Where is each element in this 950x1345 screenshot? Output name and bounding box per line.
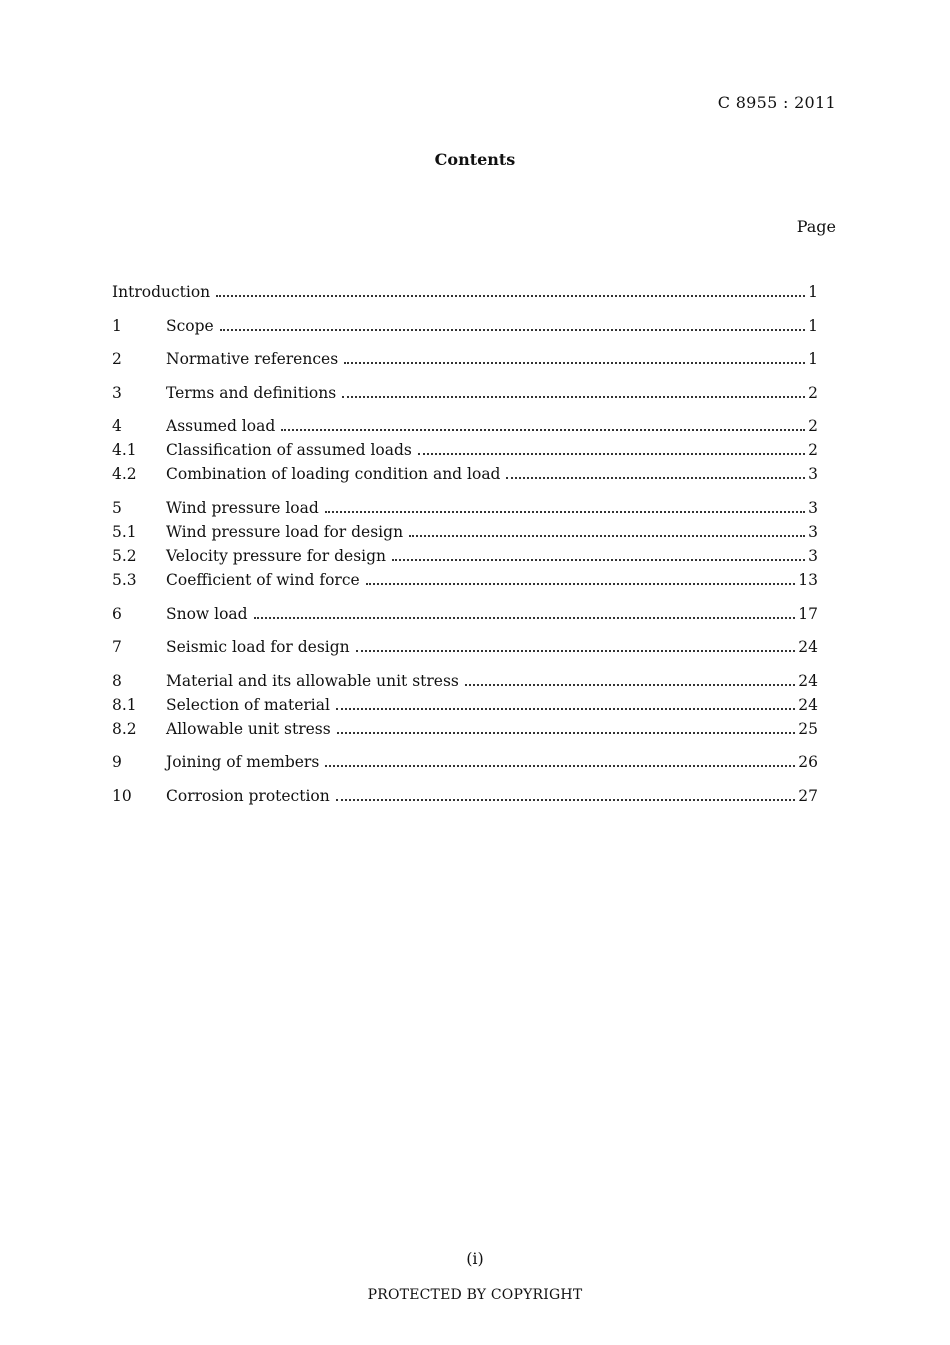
toc-entry-title: Seismic load for design — [166, 638, 350, 657]
toc-entry-page: 24 — [798, 695, 818, 714]
toc-entry-title: Material and its allowable unit stress — [166, 671, 459, 690]
toc-entry-number: 8.2 — [112, 719, 137, 738]
toc-entry[interactable] — [112, 669, 818, 693]
toc-dot-leader — [506, 477, 805, 479]
toc-entry-number: 8 — [112, 671, 122, 690]
toc-dot-leader — [465, 684, 795, 686]
toc-entry-title: Normative references — [166, 350, 339, 369]
page-number: (i) — [466, 1249, 484, 1268]
toc-entry-number: 4.1 — [112, 441, 137, 460]
toc-entry-title: Selection of material — [166, 695, 330, 714]
toc-entry-page: 1 — [808, 316, 818, 335]
toc-entry-title: Snow load — [166, 604, 248, 623]
toc-entry-number: 7 — [112, 638, 122, 657]
toc-entry-page: 25 — [798, 719, 818, 738]
toc-entry-title: Coefficient of wind force — [166, 570, 360, 589]
toc-entry[interactable] — [112, 520, 818, 544]
toc-entry[interactable] — [112, 635, 818, 659]
toc-entry[interactable] — [112, 438, 818, 462]
toc-entry[interactable] — [112, 750, 818, 774]
toc-group — [112, 347, 818, 371]
toc-entry-page: 1 — [808, 350, 818, 369]
toc-entry-number: 6 — [112, 604, 122, 623]
toc-entry-title: Classification of assumed loads — [166, 441, 412, 460]
toc-group — [112, 314, 818, 338]
toc-dot-leader — [281, 429, 805, 431]
toc-dot-leader — [325, 765, 795, 767]
standard-number: C 8955 : 2011 — [717, 93, 836, 112]
toc-entry-number: 5.2 — [112, 546, 137, 565]
toc-entry[interactable] — [112, 568, 818, 592]
toc-group — [112, 602, 818, 626]
toc-entry[interactable] — [112, 544, 818, 568]
toc-dot-leader — [216, 295, 805, 297]
toc-entry-number: 5 — [112, 498, 122, 517]
toc-entry[interactable] — [112, 347, 818, 371]
toc-entry-number: 5.3 — [112, 570, 137, 589]
toc-dot-leader — [337, 732, 796, 734]
toc-entry-page: 3 — [808, 546, 818, 565]
toc-entry-page: 2 — [808, 441, 818, 460]
toc-entry-title: Corrosion protection — [166, 786, 330, 805]
toc-dot-leader — [344, 362, 805, 364]
toc-dot-leader — [342, 396, 805, 398]
toc-entry-page: 17 — [798, 604, 818, 623]
toc-entry[interactable] — [112, 784, 818, 808]
toc-entry[interactable] — [112, 693, 818, 717]
toc-entry-page: 2 — [808, 383, 818, 402]
toc-entry-page: 24 — [798, 671, 818, 690]
toc-entry[interactable] — [112, 381, 818, 405]
toc-entry[interactable] — [112, 414, 818, 438]
toc-dot-leader — [336, 708, 795, 710]
toc-dot-leader — [418, 453, 805, 455]
toc-entry-page: 24 — [798, 638, 818, 657]
page-title: Contents — [434, 150, 516, 169]
toc-entry-page: 27 — [798, 786, 818, 805]
toc-entry[interactable] — [112, 280, 818, 304]
table-of-contents — [112, 280, 818, 818]
toc-entry-title: Allowable unit stress — [166, 719, 331, 738]
toc-entry-title: Velocity pressure for design — [166, 546, 387, 565]
toc-entry-page: 26 — [798, 753, 818, 772]
toc-dot-leader — [220, 329, 805, 331]
toc-group — [112, 784, 818, 808]
toc-entry[interactable] — [112, 496, 818, 520]
toc-group — [112, 496, 818, 592]
copyright-notice: PROTECTED BY COPYRIGHT — [367, 1287, 583, 1303]
toc-dot-leader — [254, 617, 796, 619]
toc-entry-number: 8.1 — [112, 695, 137, 714]
toc-entry-page: 1 — [808, 283, 818, 301]
toc-entry-page: 3 — [808, 498, 818, 517]
toc-dot-leader — [325, 511, 805, 513]
toc-dot-leader — [409, 535, 805, 537]
toc-entry-number: 1 — [112, 316, 122, 335]
toc-entry-title: Assumed load — [166, 417, 276, 436]
toc-group — [112, 669, 818, 741]
toc-entry[interactable] — [112, 602, 818, 626]
page-column-label: Page — [796, 217, 836, 236]
toc-entry-number: 2 — [112, 350, 122, 369]
toc-entry[interactable] — [112, 462, 818, 486]
toc-entry[interactable] — [112, 314, 818, 338]
toc-entry-number: 4.2 — [112, 465, 137, 484]
toc-entry-page: 3 — [808, 522, 818, 541]
toc-entry-page: 3 — [808, 465, 818, 484]
toc-entry-title: Introduction — [112, 283, 211, 301]
toc-dot-leader — [392, 559, 805, 561]
toc-entry-number: 9 — [112, 753, 122, 772]
toc-entry-number: 10 — [112, 786, 132, 805]
toc-entry[interactable] — [112, 717, 818, 741]
toc-group — [112, 750, 818, 774]
toc-entry-title: Combination of loading condition and load — [166, 465, 501, 484]
toc-entry-title: Wind pressure load for design — [166, 522, 404, 541]
toc-entry-title: Scope — [166, 316, 214, 335]
toc-entry-page: 13 — [798, 570, 818, 589]
toc-entry-title: Terms and definitions — [166, 383, 337, 402]
toc-entry-page: 2 — [808, 417, 818, 436]
toc-group — [112, 635, 818, 659]
toc-dot-leader — [366, 583, 796, 585]
toc-group — [112, 381, 818, 405]
toc-entry-title: Wind pressure load — [166, 498, 319, 517]
toc-group — [112, 280, 818, 304]
toc-entry-title: Joining of members — [166, 753, 320, 772]
toc-dot-leader — [356, 650, 796, 652]
toc-dot-leader — [336, 799, 796, 801]
toc-entry-number: 3 — [112, 383, 122, 402]
toc-entry-number: 4 — [112, 417, 122, 436]
toc-group — [112, 414, 818, 486]
toc-entry-number: 5.1 — [112, 522, 137, 541]
